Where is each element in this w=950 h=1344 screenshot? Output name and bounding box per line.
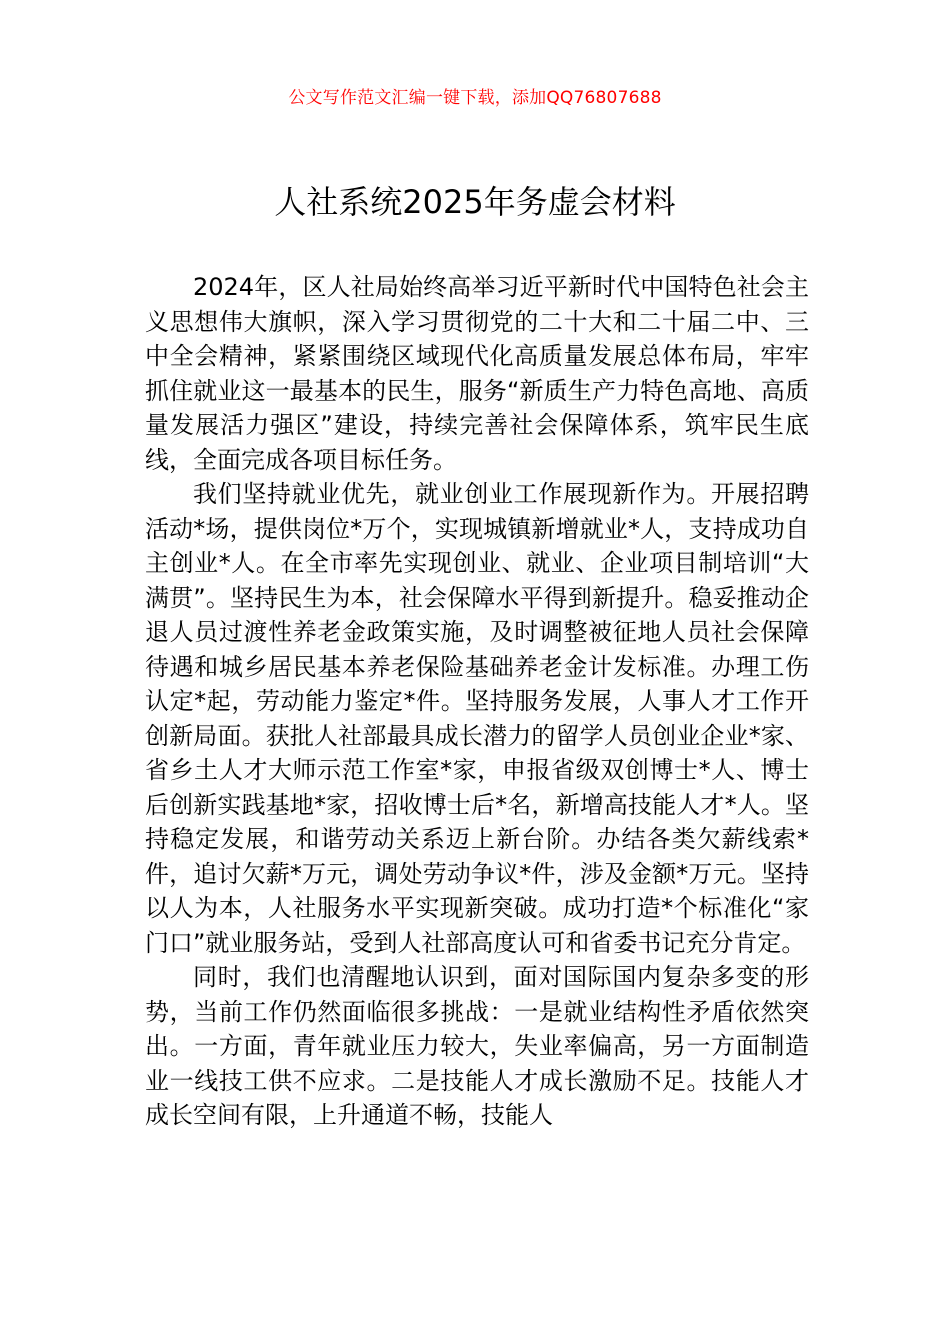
document-body (145, 270, 809, 1133)
paragraph-achievements: 我们坚持就业优先，就业创业工作展现新作为。开展招聘活动*场，提供岗位*万个，实现城镇新增就业*人，支持成功自主创业*人。在全市率先实现创业、就业、企业项目制培训“大满贯”。坚持民生为本，社会保障水平得到新提升。稳妥推动企退人员过渡性养老金政策实施，及时调整被征地人员社会保障待遇和城乡居民基本养老保险基础养老金计发标准。办理工伤认定*起，劳动能力鉴定*件。坚持服务发展，人事人才工作开创新局面。获批人社部最具成长潜力的留学人员创业企业*家、省乡土人才大师示范工作室*家，申报省级双创博士*人、博士后创新实践基地*家，招收博士后*名，新增高技能人才*人。坚持稳定发展，和谐劳动关系迈上新台阶。办结各类欠薪线索*件，追讨欠薪*万元，调处劳动争议*件，涉及金额*万元。坚持以人为本，人社服务水平实现新突破。成功打造*个标准化“家门口”就业服务站，受到人社部高度认可和省委书记充分肯定。 (145, 480, 809, 957)
document-title: 人社系统2025年务虚会材料 (274, 183, 676, 221)
promo-banner: 公文写作范文汇编一键下载，添加QQ76807688 (288, 88, 662, 108)
paragraph-challenges: 同时，我们也清醒地认识到，面对国际国内复杂多变的形势，当前工作仍然面临很多挑战：一是就业结构性矛盾依然突出。一方面，青年就业压力较大，失业率偏高，另一方面制造业一线技工供不应求。二是技能人才成长激励不足。技能人才成长空间有限，上升通道不畅，技能人 (145, 963, 809, 1129)
paragraph-intro: 2024年，区人社局始终高举习近平新时代中国特色社会主义思想伟大旗帜，深入学习贯彻党的二十大和二十届二中、三中全会精神，紧紧围绕区域现代化高质量发展总体布局，牢牢抓住就业这一最基本的民生，服务“新质生产力特色高地、高质量发展活力强区”建设，持续完善社会保障体系，筑牢民生底线，全面完成各项目标任务。 (145, 273, 809, 474)
